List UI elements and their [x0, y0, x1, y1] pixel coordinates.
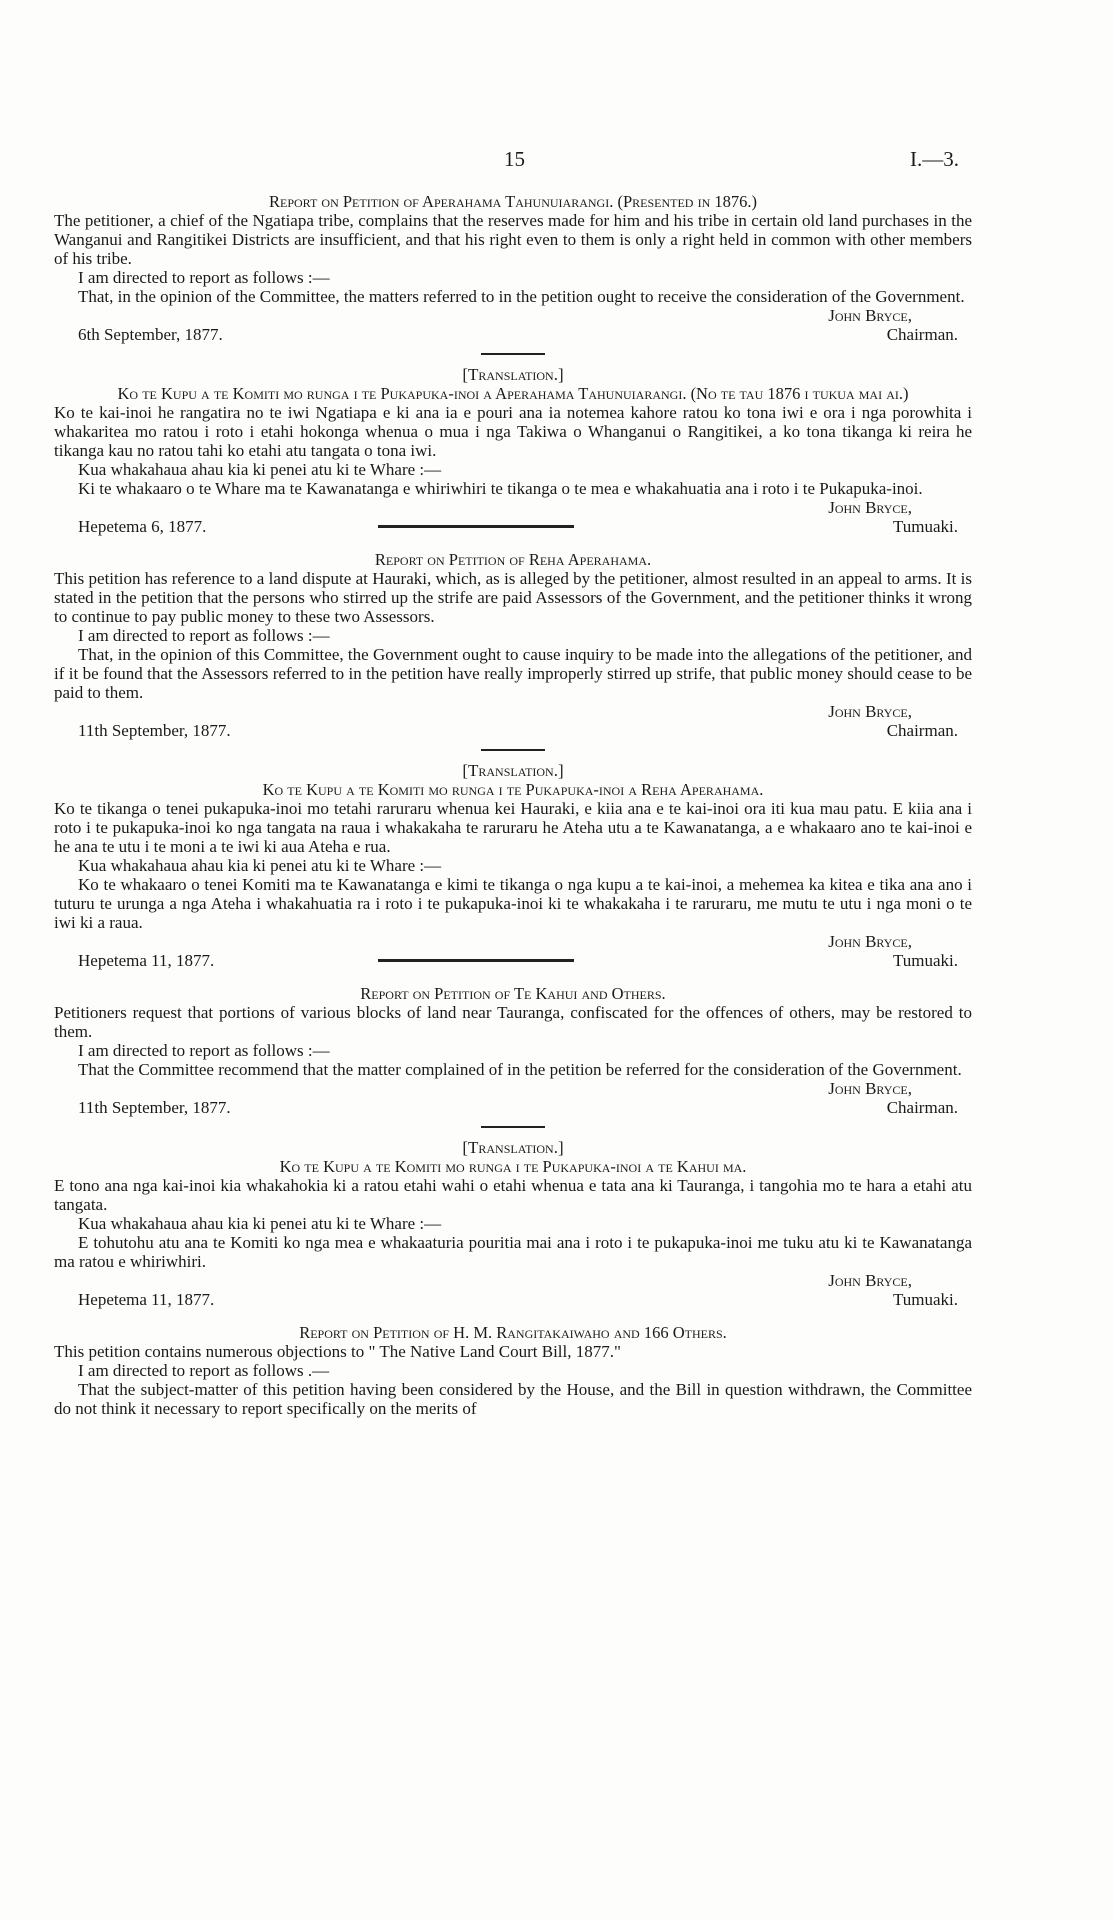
translation-directed: Kua whakahaua ahau kia ki penei atu ki te Whare :— [78, 1214, 442, 1233]
report-date: 11th September, 1877. [78, 721, 231, 740]
translation-petition: E tono ana nga kai-inoi kia whakahokia ki a ratou etahi wahi o etahi whenua e tata ana ki Tauranga, i tangohia mo te hara a etahi atu tangata. [54, 1176, 972, 1214]
signer-name: John Bryce, [828, 702, 912, 721]
petition-summary: Petitioners request that portions of various blocks of land near Tauranga, confiscated for the offences of others, may be restored to them. [54, 1003, 972, 1041]
signer-name: John Bryce, [828, 1079, 912, 1098]
signature-block [54, 702, 972, 740]
section-divider [378, 525, 574, 528]
short-rule [481, 749, 545, 751]
translation-report: Ko te whakaaro o tenei Komiti ma te Kawanatanga e kimi te tikanga o nga kupu a te kai-inoi, a mehemea ka kitea e tika ana ano i tuturu te urunga a nga Ateha i whakahuatia ra i roto i te pukapuka-inoi ki te whakakaha i te raruraru, me mutu te utu i nga moni o te iwi ki a raua. [54, 875, 972, 932]
translation-directed: Kua whakahaua ahau kia ki penei atu ki te Whare :— [78, 460, 442, 479]
committee-report: That, in the opinion of the Committee, the matters referred to in the petition ought to receive the consideration of the Government. [78, 287, 965, 306]
translation-report: Ki te whakaaro o te Whare ma te Kawanatanga e whiriwhiri te tikanga o te mea e whakahuatia ana i roto i te Pukapuka-inoi. [78, 479, 923, 498]
section-title: Report on Petition of H. M. Rangitakaiwaho and 166 Others. [299, 1323, 727, 1342]
short-rule [481, 1126, 545, 1128]
directed-line: I am directed to report as follows :— [78, 268, 330, 287]
short-rule [481, 353, 545, 355]
report-date: Hepetema 6, 1877. [78, 517, 207, 536]
translation-title: Ko te Kupu a te Komiti mo runga i te Pukapuka-inoi a te Kahui ma. [279, 1157, 747, 1176]
signature-block [54, 1271, 972, 1309]
translation-title: Ko te Kupu a te Komiti mo runga i te Pukapuka-inoi a Reha Aperahama. [262, 780, 764, 799]
signer-role: Tumuaki. [892, 517, 958, 536]
signer-name: John Bryce, [828, 306, 912, 325]
signer-role: Chairman. [886, 325, 958, 344]
translation-petition: Ko te kai-inoi he rangatira no te iwi Ngatiapa e ki ana ia e pouri ana ia notemea kahore ratou ko tona iwi e ora i nga porowhita i whakaritea mo ratou i roto i etahi hokonga whenua o mua i nga Takiwa o Whanganui o Rangitikei, a ko tona tikanga ki reira he tikanga kau no ratou tahi ko etahi atu tangata o tona iwi. [54, 403, 972, 460]
report-date: Hepetema 11, 1877. [78, 951, 215, 970]
signature-block [54, 932, 972, 970]
signature-block [54, 498, 972, 536]
petition-summary: The petitioner, a chief of the Ngatiapa tribe, complains that the reserves made for him and his tribe in certain old land purchases in the Wanganui and Rangitikei Districts are insufficient, and that his right even to them is only a right held in common with other members of his tribe. [54, 211, 972, 268]
signature-block [54, 1079, 972, 1117]
section-title: Report on Petition of Aperahama Tahunuiarangi. (Presented in 1876.) [269, 192, 757, 211]
petition-summary: This petition contains numerous objections to " The Native Land Court Bill, 1877." [54, 1342, 621, 1361]
petition-summary: This petition has reference to a land dispute at Hauraki, which, as is alleged by the petitioner, almost resulted in an appeal to arms. It is stated in the petition that the persons who stirred up the strife are paid Assessors of the Government, and the petitioner thinks it wrong to continue to pay public money to these two Assessors. [54, 569, 972, 626]
translation-title: Ko te Kupu a te Komiti mo runga i te Pukapuka-inoi a Aperahama Tahunuiarangi. (No te tau 1876 i tukua mai ai.) [117, 384, 909, 403]
document-code: I.—3. [910, 147, 959, 171]
report-date: Hepetema 11, 1877. [78, 1290, 215, 1309]
translation-report: E tohutohu atu ana te Komiti ko nga mea e whakaaturia pouritia mai ana i roto i te pukapuka-inoi me tuku atu ki te Kawanatanga ma ratou e whiriwhiri. [54, 1233, 972, 1271]
text-column [54, 192, 972, 1418]
directed-line: I am directed to report as follows :— [78, 1041, 330, 1060]
section-title: Report on Petition of Reha Aperahama. [374, 550, 652, 569]
translation-label: [Translation.] [462, 1138, 564, 1157]
signer-role: Chairman. [886, 721, 958, 740]
report-date: 11th September, 1877. [78, 1098, 231, 1117]
signer-name: John Bryce, [828, 1271, 912, 1290]
translation-label: [Translation.] [462, 365, 564, 384]
signer-role: Tumuaki. [892, 951, 958, 970]
signer-role: Chairman. [886, 1098, 958, 1117]
directed-line: I am directed to report as follows .— [78, 1361, 330, 1380]
section-title: Report on Petition of Te Kahui and Others. [360, 984, 666, 1003]
committee-report: That the subject-matter of this petition having been considered by the House, and the Bill in question withdrawn, the Committee do not think it necessary to report specifically on the merits of [54, 1380, 972, 1418]
signature-block [54, 306, 972, 344]
signer-role: Tumuaki. [892, 1290, 958, 1309]
signer-name: John Bryce, [828, 932, 912, 951]
report-date: 6th September, 1877. [78, 325, 223, 344]
committee-report: That the Committee recommend that the matter complained of in the petition be referred for the consideration of the Government. [78, 1060, 962, 1079]
translation-label: [Translation.] [462, 761, 564, 780]
directed-line: I am directed to report as follows :— [78, 626, 330, 645]
translation-petition: Ko te tikanga o tenei pukapuka-inoi mo tetahi raruraru whenua kei Hauraki, e kiia ana e te kai-inoi ora iti kua mau patu. E kiia ana i roto i te pukapuka-inoi ko nga tangata na raua i whakakaha te raruraru he Ateha utu a te Kawanatanga, a e whakaaro ano te kai-inoi e he ana te utu i te moni a te iwi ki aua Ateha e rua. [54, 799, 972, 856]
signer-name: John Bryce, [828, 498, 912, 517]
section-divider [378, 959, 574, 962]
committee-report: That, in the opinion of this Committee, the Government ought to cause inquiry to be made into the allegations of the petitioner, and if it be found that the Assessors referred to in the petition have really improperly stirred up strife, that public money should cease to be paid to them. [54, 645, 972, 702]
page-number: 15 [504, 147, 525, 171]
translation-directed: Kua whakahaua ahau kia ki penei atu ki te Whare :— [78, 856, 442, 875]
